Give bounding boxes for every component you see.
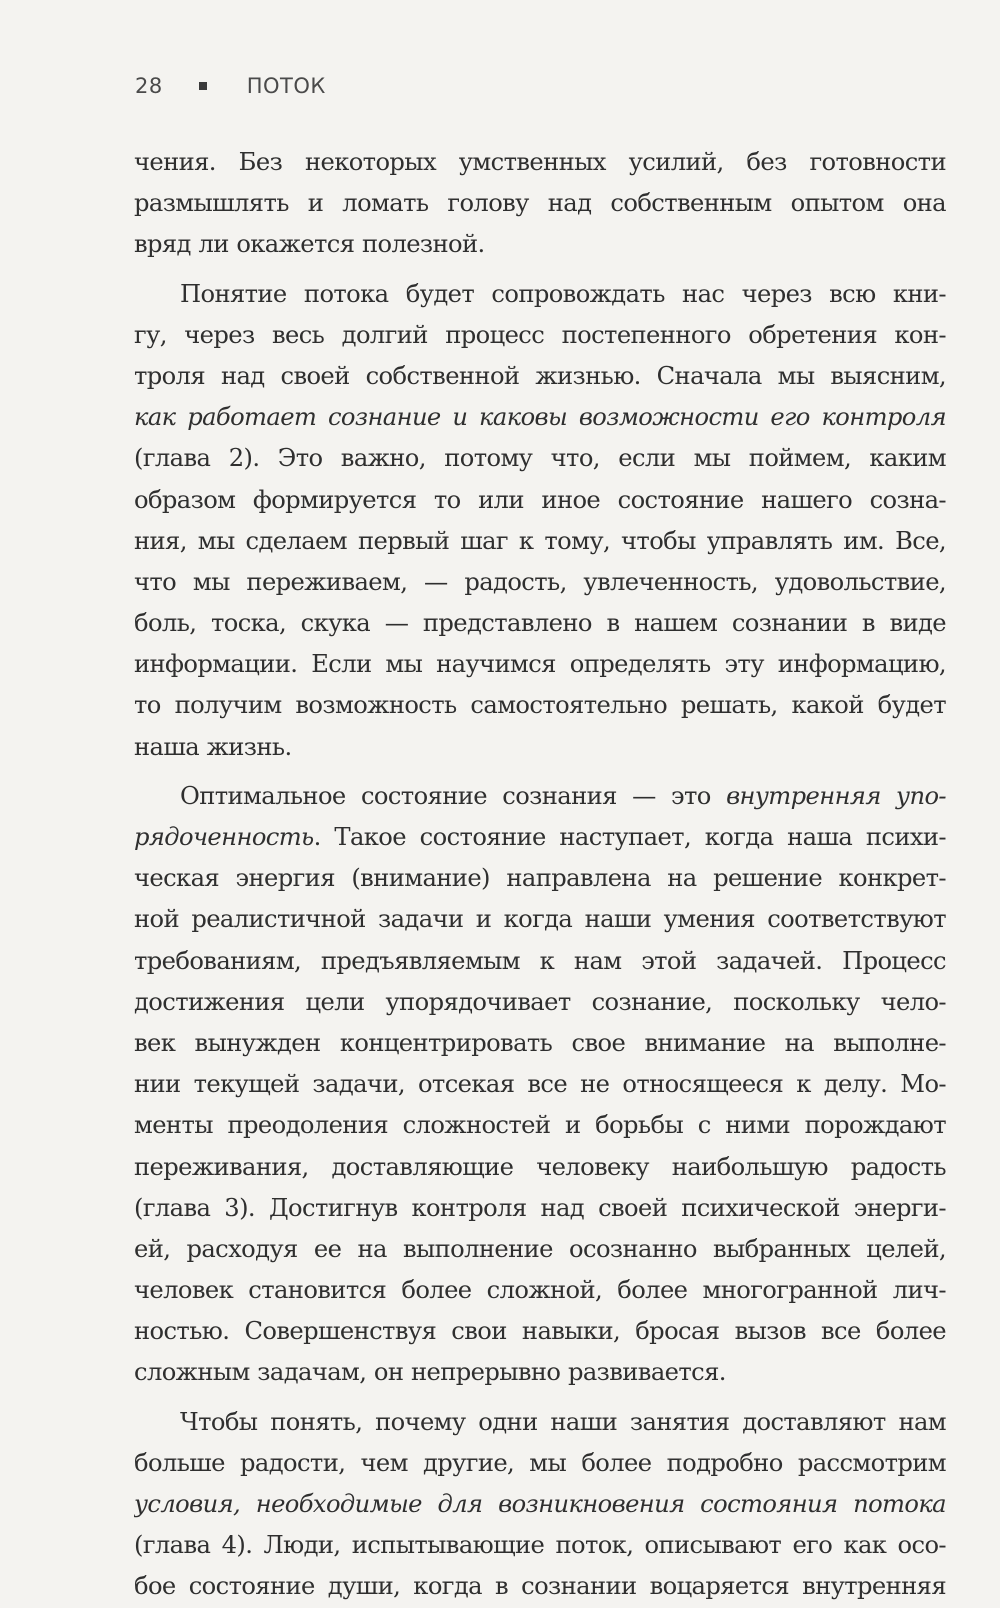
italic-phrase: внутренняя упо- bbox=[726, 781, 946, 810]
text-run: Оптимальное состояние сознания — это bbox=[180, 781, 727, 810]
text-line bbox=[134, 521, 946, 562]
text-line bbox=[134, 356, 946, 397]
text-run: что мы переживаем, — радость, увлеченность, удовольствие, bbox=[134, 567, 946, 596]
text-run: достижения цели упорядочивает сознание, поскольку чело- bbox=[134, 987, 946, 1016]
text-run: сложным задачам, он непрерывно развивается. bbox=[134, 1358, 726, 1387]
text-run: . Такое состояние наступает, когда наша психи- bbox=[313, 823, 946, 851]
text-line bbox=[134, 224, 946, 265]
text-line bbox=[134, 1311, 946, 1352]
text-run: ния, мы сделаем первый шаг к тому, чтобы управлять им. Все, bbox=[134, 526, 946, 555]
running-head bbox=[135, 70, 326, 102]
text-run: менты преодоления сложностей и борьбы с ними порождают bbox=[134, 1111, 946, 1140]
text-line bbox=[134, 685, 946, 726]
text-run: гу, через весь долгий процесс постепенного обретения кон- bbox=[134, 320, 946, 349]
text-run: боль, тоска, скука — представлено в нашем сознании в виде bbox=[134, 609, 946, 638]
text-line bbox=[134, 1566, 946, 1607]
text-line bbox=[134, 1023, 946, 1064]
text-line bbox=[134, 1443, 946, 1484]
text-run: нии текущей задачи, отсекая все не относящееся к делу. Мо- bbox=[134, 1070, 946, 1099]
text-run: век вынужден концентрировать свое внимание на выполне- bbox=[134, 1028, 946, 1057]
text-run: вряд ли окажется полезной. bbox=[134, 230, 485, 259]
text-line bbox=[134, 899, 946, 940]
text-line bbox=[134, 1402, 946, 1443]
text-line bbox=[134, 982, 946, 1023]
text-line bbox=[134, 438, 946, 479]
text-run: переживания, доставляющие человеку наибольшую радость bbox=[134, 1152, 946, 1181]
text-run: ческая энергия (внимание) направлена на решение конкрет- bbox=[134, 864, 946, 893]
text-run: ной реалистичной задачи и когда наши умения соответствуют bbox=[134, 905, 946, 934]
text-run: ей, расходуя ее на выполнение осознанно выбранных целей, bbox=[134, 1234, 946, 1263]
text-run: больше радости, чем другие, мы более подробно рассмотрим bbox=[134, 1448, 946, 1477]
text-run: троля над своей собственной жизнью. Сначала мы выясним, bbox=[134, 361, 946, 390]
text-run: (глава 3). Достигнув контроля над своей психической энерги- bbox=[134, 1193, 946, 1222]
text-line bbox=[134, 397, 946, 438]
text-run: требованиям, предъявляемым к нам этой задачей. Процесс bbox=[134, 946, 946, 975]
text-run: то получим возможность самостоятельно решать, какой будет bbox=[134, 691, 946, 720]
italic-phrase: условия, необходимые для возникновения состояния потока bbox=[134, 1490, 946, 1518]
text-line bbox=[134, 1105, 946, 1146]
square-bullet-icon bbox=[199, 82, 207, 90]
body-text bbox=[134, 142, 946, 1608]
text-line bbox=[134, 858, 946, 899]
text-run: наша жизнь. bbox=[134, 732, 292, 761]
text-run: чения. Без некоторых умственных усилий, без готовности bbox=[134, 148, 946, 176]
text-line bbox=[134, 1147, 946, 1188]
text-line bbox=[134, 183, 946, 224]
text-line bbox=[134, 941, 946, 982]
paragraph-gap bbox=[134, 1394, 946, 1402]
text-line bbox=[134, 480, 946, 521]
text-line bbox=[134, 1270, 946, 1311]
italic-phrase: как работает сознание и каковы возможности его контроля bbox=[134, 403, 946, 432]
page-number: 28 bbox=[135, 74, 163, 98]
text-run: Понятие потока будет сопровождать нас через всю кни- bbox=[180, 279, 946, 308]
text-run: Чтобы понять, почему одни наши занятия доставляют нам bbox=[180, 1407, 946, 1436]
text-run: образом формируется то или иное состояние нашего созна- bbox=[134, 485, 946, 514]
text-line bbox=[134, 1229, 946, 1270]
text-run: ностью. Совершенствуя свои навыки, бросая вызов все более bbox=[134, 1317, 946, 1346]
text-run: человек становится более сложной, более многогранной лич- bbox=[134, 1276, 946, 1305]
text-line bbox=[134, 562, 946, 603]
text-line bbox=[134, 1525, 946, 1566]
paragraph-gap bbox=[134, 266, 946, 274]
text-run: (глава 2). Это важно, потому что, если мы поймем, каким bbox=[134, 444, 946, 473]
text-run: бое состояние души, когда в сознании воцаряется внутренняя bbox=[134, 1572, 946, 1601]
text-run: информации. Если мы научимся определять эту информацию, bbox=[134, 650, 946, 679]
book-title: ПОТОК bbox=[246, 74, 326, 98]
paragraph-gap bbox=[134, 768, 946, 776]
text-line bbox=[134, 727, 946, 768]
text-line bbox=[134, 1352, 946, 1393]
text-line bbox=[134, 315, 946, 356]
text-run: размышлять и ломать голову над собственным опытом она bbox=[134, 189, 946, 218]
text-line bbox=[134, 142, 946, 183]
text-line bbox=[134, 644, 946, 685]
text-line bbox=[134, 817, 946, 858]
italic-phrase: рядоченность bbox=[134, 823, 314, 851]
text-run: (глава 4). Люди, испытывающие поток, описывают его как осо- bbox=[134, 1531, 946, 1560]
text-line bbox=[134, 1484, 946, 1525]
text-line bbox=[134, 1188, 946, 1229]
text-line bbox=[134, 1064, 946, 1105]
text-line bbox=[134, 603, 946, 644]
text-line bbox=[134, 274, 946, 315]
text-line bbox=[134, 776, 946, 817]
